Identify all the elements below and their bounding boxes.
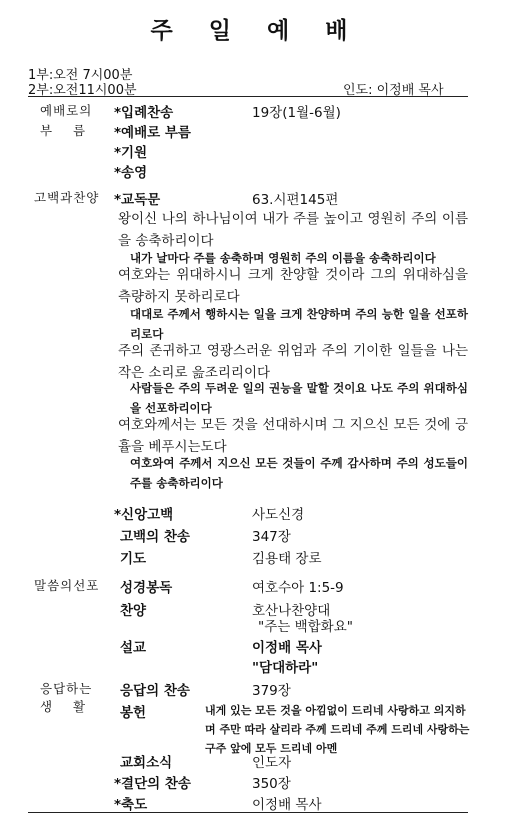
benediction-label: *축도 [114,797,148,813]
anthem-value: 호산나찬양대 [252,603,331,619]
section-responsive-life-2: 생 활 [40,699,87,714]
section-confession-praise: 고백과찬양 [34,190,100,205]
reading-people-4: 여호와여 주께서 지으신 모든 것들이 주께 감사하며 주의 성도들이 주를 송축하리이다 [130,456,468,490]
page-title: 주 일 예 배 [150,18,362,44]
reading-leader-4: 여호와께서는 모든 것을 선대하시며 그 지으신 모든 것에 긍휼을 베푸시는도다 [118,417,468,455]
hymn-confession-label: 고백의 찬송 [120,529,190,545]
reading-leader-2: 여호와는 위대하시니 크게 찬양할 것이라 그의 위대하심을 측량하지 못하리로다 [118,267,468,305]
section-word-proclamation: 말씀의선포 [34,578,100,593]
presider: 인도: 이정배 목사 [343,83,444,98]
closing-hymn-value: 350장 [252,776,291,792]
offering-label: 봉헌 [120,705,147,721]
opening-hymn-value: 19장(1월-6월) [252,105,341,121]
first-service-time: 1부:오전 7시00분 [28,68,133,83]
call-to-worship-label: *예배로 부름 [114,125,191,141]
second-service-time: 2부:오전11시00분 [28,83,137,98]
section-worship-call-2: 부 름 [40,123,87,138]
closing-hymn-label: *결단의 찬송 [114,776,191,792]
creed-label: *신앙고백 [114,507,174,523]
anthem-label: 찬양 [120,603,147,619]
responsive-reading-label: *교독문 [114,192,161,208]
prayer-value: 김용태 장로 [252,551,322,567]
sermon-preacher: 이정배 목사 [252,640,322,656]
footer-divider [28,812,468,813]
scripture-label: 성경봉독 [120,580,173,596]
header-divider [28,96,468,97]
section-worship-call-1: 예배로의 [40,103,93,118]
sermon-label: 설교 [120,640,147,656]
announcements-value: 인도자 [252,755,292,771]
anthem-song: "주는 백합화요" [258,619,353,635]
opening-hymn-label: *입례찬송 [114,105,174,121]
creed-value: 사도신경 [252,507,305,523]
scripture-value: 여호수아 1:5-9 [252,580,344,596]
section-responsive-life-1: 응답하는 [40,681,93,696]
sermon-title: "담대하라" [252,660,319,676]
hymn-response-label: 응답의 찬송 [120,683,190,699]
invocation-label: *기원 [114,145,148,161]
reading-leader-3: 주의 존귀하고 영광스러운 위엄과 주의 기이한 일들을 나는 작은 소리로 읊조리리이다 [118,343,468,381]
doxology-label: *송영 [114,165,148,181]
reading-people-2: 대대로 주께서 행하시는 일을 크게 찬양하며 주의 능한 일을 선포하리로다 [130,307,468,341]
responsive-reading-value: 63.시편145편 [252,192,339,208]
reading-people-1: 내가 날마다 주를 송축하며 영원히 주의 이름을 송축하리이다 [130,251,436,265]
announcements-label: 교회소식 [120,755,173,771]
reading-people-3: 사람들은 주의 두려운 일의 권능을 말할 것이요 나도 주의 위대하심을 선포하리이다 [130,381,468,415]
prayer-label: 기도 [120,551,147,567]
hymn-response-value: 379장 [252,683,291,699]
offering-hymn-text: 내게 있는 모든 것을 아낌없이 드리네 사랑하고 의지하며 주만 따라 살리라 주께 드리네 주께 드리네 사랑하는 구주 앞에 모두 드리네 아멘 [205,704,470,755]
benediction-value: 이정배 목사 [252,797,322,813]
hymn-confession-value: 347장 [252,529,291,545]
reading-leader-1: 왕이신 나의 하나님이여 내가 주를 높이고 영원히 주의 이름을 송축하리이다 [118,211,468,249]
